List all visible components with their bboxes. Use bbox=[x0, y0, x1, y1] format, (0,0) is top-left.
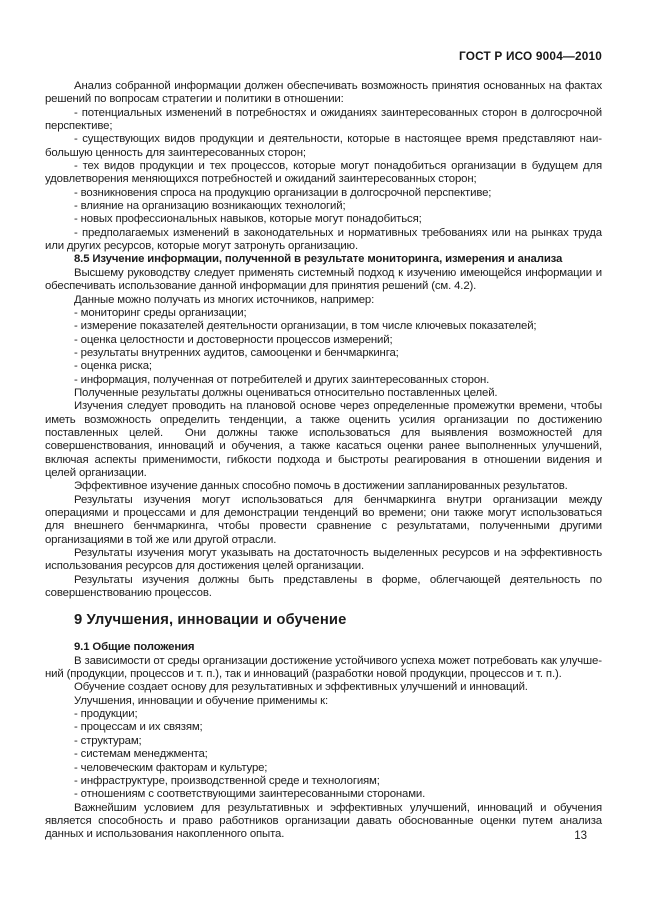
paragraph: Результаты изучения могут указывать на достаточность выделенных ресурсов и на эффективность использования ресурсов для достижения целей организации. bbox=[45, 547, 602, 573]
paragraph: Высшему руководству следует применять системный подход к изучению имеющейся информации и обеспечивать использование данной информации для принятия решений (см. 4.2). bbox=[45, 266, 602, 293]
list-item: - тех видов продукции и тех процессов, которые могут понадобиться организации в будущем для удовлетворения меняющихся потребностей и ожиданий заинтересованных сторон; bbox=[45, 160, 602, 186]
paragraph: Результаты изучения могут использоваться для бенчмаркинга внутри организации между операциями и процессами и для демонстрации тенденций во времени; они также могут использоваться для внешнего бенчмаркинга, чтобы провести сравнение с результатами, полученными другими организациями в той же или другой отрасли. bbox=[45, 493, 602, 546]
list-item: - результаты внутренних аудитов, самооценки и бенчмаркинга; bbox=[74, 346, 399, 359]
paragraph: В зависимости от среды организации достижение устойчивого успеха может потребовать как улучшений (продукции, процессов и т. п.), так и инноваций (разработки новой продукции, процессов и т. п.). bbox=[45, 654, 602, 681]
list-item: - влияние на организацию возникающих технологий; bbox=[74, 200, 346, 213]
list-item: - предполагаемых изменений в законодательных и нормативных требованиях или на рынках труда или других ресурсов, которые могут затронуть организацию. bbox=[45, 226, 602, 253]
clause-heading-8-5: 8.5 Изучение информации, полученной в результате мониторинга, измерения и анализа bbox=[74, 253, 563, 266]
page-number: 13 bbox=[574, 830, 587, 842]
list-item: - возникновения спроса на продукцию организации в долгосрочной перспективе; bbox=[74, 186, 492, 199]
list-item: - мониторинг среды организации; bbox=[74, 306, 247, 319]
paragraph: Обучение создает основу для результативных и эффективных улучшений и инноваций. bbox=[74, 681, 528, 694]
running-header bbox=[45, 49, 602, 63]
list-item: - структурам; bbox=[74, 734, 142, 747]
page-body bbox=[45, 80, 602, 842]
document-code: ГОСТ Р ИСО 9004—2010 bbox=[458, 49, 602, 63]
paragraph: Изучения следует проводить на плановой основе через определенные промежутки времени, чтобы иметь возможность определить тенденции, а также оценить усилия организации по достижению поставленных целей. Они должны также использоваться для выявления возможностей для совершенствования, инноваций и обучения, а также касаться оценки ранее выполненных улучшений, включая аспекты применимости, гибкости подхода и быстроты реагирования в отношении видения и целей организации. bbox=[45, 400, 602, 479]
list-item: - продукции; bbox=[74, 708, 138, 721]
paragraph: Анализ собранной информации должен обеспечивать возможность принятия основанных на фактах решений по вопросам стратегии и политики в отношении: bbox=[45, 80, 602, 106]
paragraph: Важнейшим условием для результативных и эффективных улучшений, инноваций и обучения является способность и право работников организации давать обоснованные оценки путем анализа данных и использования накопленного опыта. bbox=[45, 801, 602, 841]
paragraph: Данные можно получать из многих источников, например: bbox=[74, 293, 375, 306]
paragraph: Улучшения, инновации и обучение применимы к: bbox=[74, 694, 328, 707]
section-heading-9: 9 Улучшения, инновации и обучение bbox=[74, 612, 347, 629]
list-item: - процессам и их связям; bbox=[74, 721, 203, 734]
paragraph: Эффективное изучение данных способно помочь в достижении запланированных результатов. bbox=[74, 480, 568, 493]
list-item: - системам менеджмента; bbox=[74, 748, 208, 761]
list-item: - информация, полученная от потребителей и других заинтересованных сторон. bbox=[74, 373, 490, 386]
paragraph: Полученные результаты должны оцениваться относительно поставленных целей. bbox=[74, 386, 498, 399]
list-item: - оценка риска; bbox=[74, 360, 152, 373]
list-item: - инфраструктуре, производственной среде и технологиям; bbox=[74, 774, 380, 787]
list-item: - отношениям с соответствующими заинтересованными сторонами. bbox=[74, 788, 426, 801]
paragraph: Результаты изучения должны быть представлены в форме, облегчающей деятельность по совершенствованию процессов. bbox=[45, 573, 602, 600]
list-item: - человеческим факторам и культуре; bbox=[74, 761, 268, 774]
list-item: - измерение показателей деятельности организации, в том числе ключевых показателей; bbox=[74, 320, 537, 333]
clause-heading-9-1: 9.1 Общие положения bbox=[74, 641, 195, 654]
list-item: - оценка целостности и достоверности процессов измерений; bbox=[74, 333, 393, 346]
list-item: - существующих видов продукции и деятельности, которые в настоящее время представляют наибольшую ценность для заинтересованных сторон; bbox=[45, 133, 602, 159]
list-item: - новых профессиональных навыков, которые могут понадобиться; bbox=[74, 213, 422, 226]
list-item: - потенциальных изменений в потребностях и ожиданиях заинтересованных сторон в долгосрочной перспективе; bbox=[45, 106, 602, 133]
